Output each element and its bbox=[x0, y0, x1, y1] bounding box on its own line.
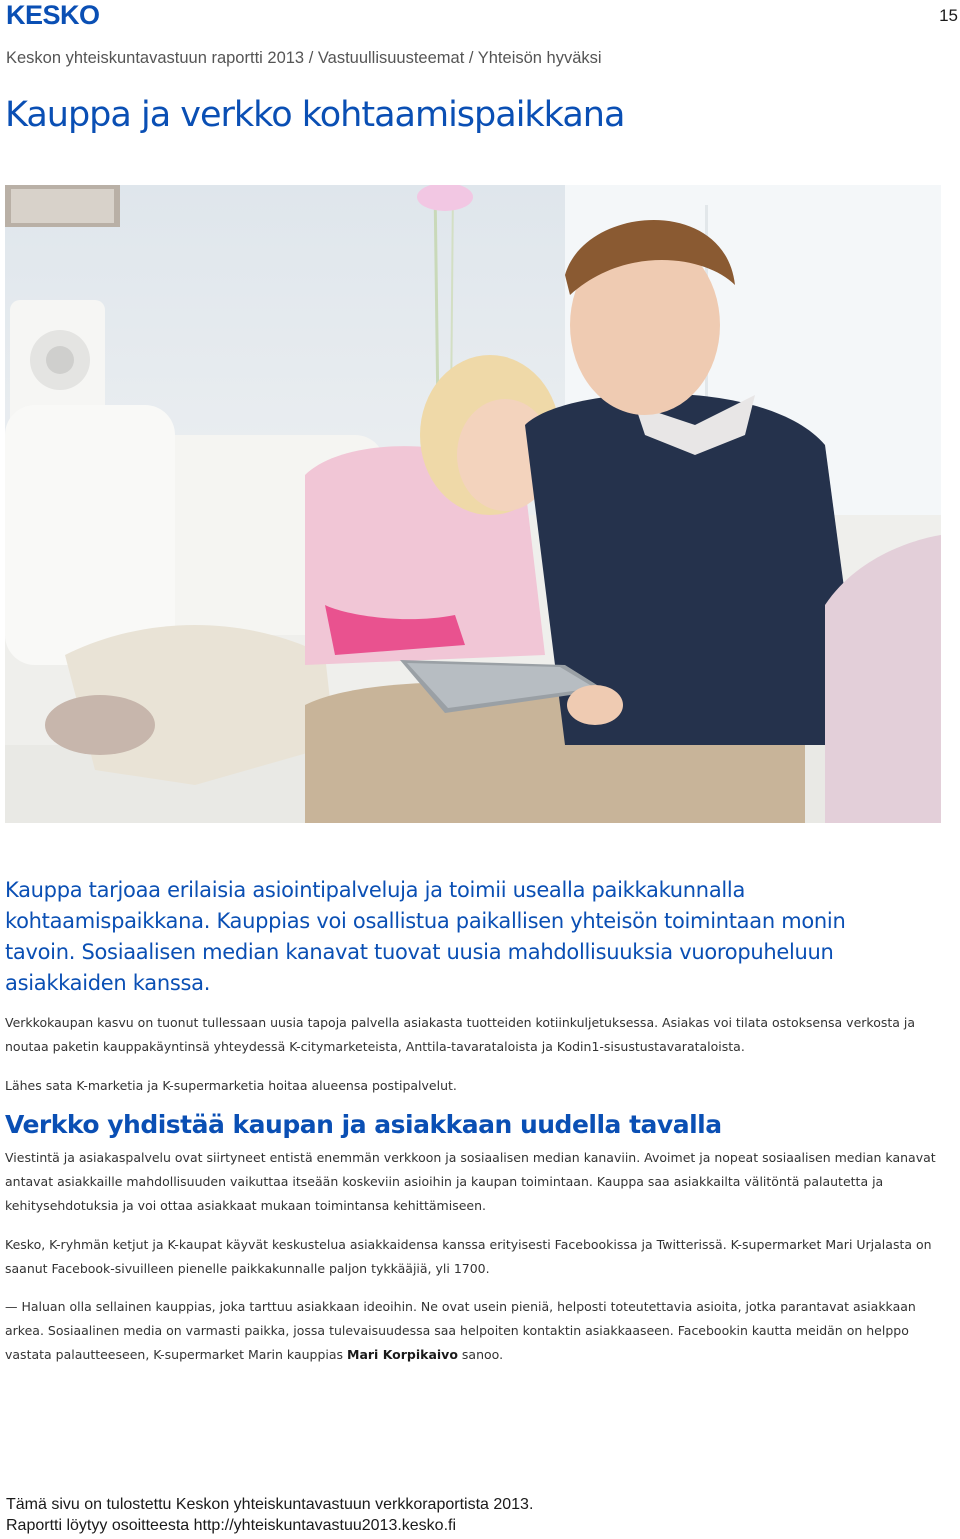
lead-paragraph: Kauppa tarjoaa erilaisia asiointipalveluja ja toimii usealla paikkakunnalla kohtaamispaikkana. Kauppias voi osallistua paikallisen yhteisön toimintaan monin tavoin. Sosiaalisen median kanavat tuovat uusia mahdollisuuksia vuoropuheluun asiakkaiden kanssa. bbox=[5, 878, 846, 995]
footer-line-1: Tämä sivu on tulostettu Keskon yhteiskuntavastuun verkkoraportista 2013. bbox=[6, 1496, 534, 1513]
page-number: 15 bbox=[939, 6, 958, 25]
body-paragraph-4: Kesko, K-ryhmän ketjut ja K-kaupat käyvät keskustelua asiakkaidensa kanssa erityisesti Facebookissa ja Twitterissä. K-supermarket Mari Urjalasta on saanut Facebook-sivuilleen pienelle paikkakunnalle paljon tykkääjiä, yli 1700. bbox=[5, 1237, 932, 1276]
quote-end: sanoo. bbox=[457, 1347, 504, 1362]
kesko-logo: KESKO bbox=[6, 0, 100, 30]
print-footer bbox=[6, 1494, 533, 1536]
body-paragraph-1: Verkkokaupan kasvu on tuonut tullessaan uusia tapoja palvella asiakasta tuotteiden kotiinkuljetuksessa. Asiakas voi tilata ostoksensa verkosta ja noutaa paketin kauppakäyntinsä yhteydessä K-citymarketeista, Anttila-tavarataloista ja Kodin1-sisustustavarataloista. bbox=[5, 1015, 916, 1054]
quote-paragraph bbox=[5, 1295, 945, 1367]
page-title: Kauppa ja verkko kohtaamispaikkana bbox=[5, 95, 625, 135]
section-heading: Verkko yhdistää kaupan ja asiakkaan uudella tavalla bbox=[5, 1110, 722, 1139]
quote-text: — Haluan olla sellainen kauppias, joka tarttuu asiakkaan ideoihin. Ne ovat usein pieniä, helposti toteutettavia asioita, jotka parantavat asiakkaan arkea. Sosiaalinen media on varmasti paikka, jossa tulevaisuudessa saa helpoiten kontaktin asiakkaaseen. Facebookin kautta meidän on helppo vastata palautteeseen, K-supermarket Marin kauppias bbox=[5, 1299, 916, 1362]
body-paragraph-2: Lähes sata K-marketia ja K-supermarketia hoitaa alueensa postipalvelut. bbox=[5, 1078, 457, 1093]
body-paragraph-3: Viestintä ja asiakaspalvelu ovat siirtyneet entistä enemmän verkkoon ja sosiaalisen median kanaviin. Avoimet ja nopeat sosiaalisen median kanavat antavat asiakkaille mahdollisuuden vaikuttaa itseään koskeviin asioihin ja kaupan toimintaan. Kauppa saa asiakkailta välitöntä palautetta ja kehitysehdotuksia ja voi ottaa asiakkaat mukaan toimintansa kehittämiseen. bbox=[5, 1150, 936, 1213]
quote-person: Mari Korpikaivo bbox=[347, 1347, 458, 1362]
footer-line-2: Raportti löytyy osoitteesta http://yhteiskuntavastuu2013.kesko.fi bbox=[6, 1517, 457, 1534]
photo-couple-with-tablet bbox=[5, 185, 941, 823]
breadcrumb: Keskon yhteiskuntavastuun raportti 2013 / Vastuullisuusteemat / Yhteisön hyväksi bbox=[6, 49, 602, 67]
